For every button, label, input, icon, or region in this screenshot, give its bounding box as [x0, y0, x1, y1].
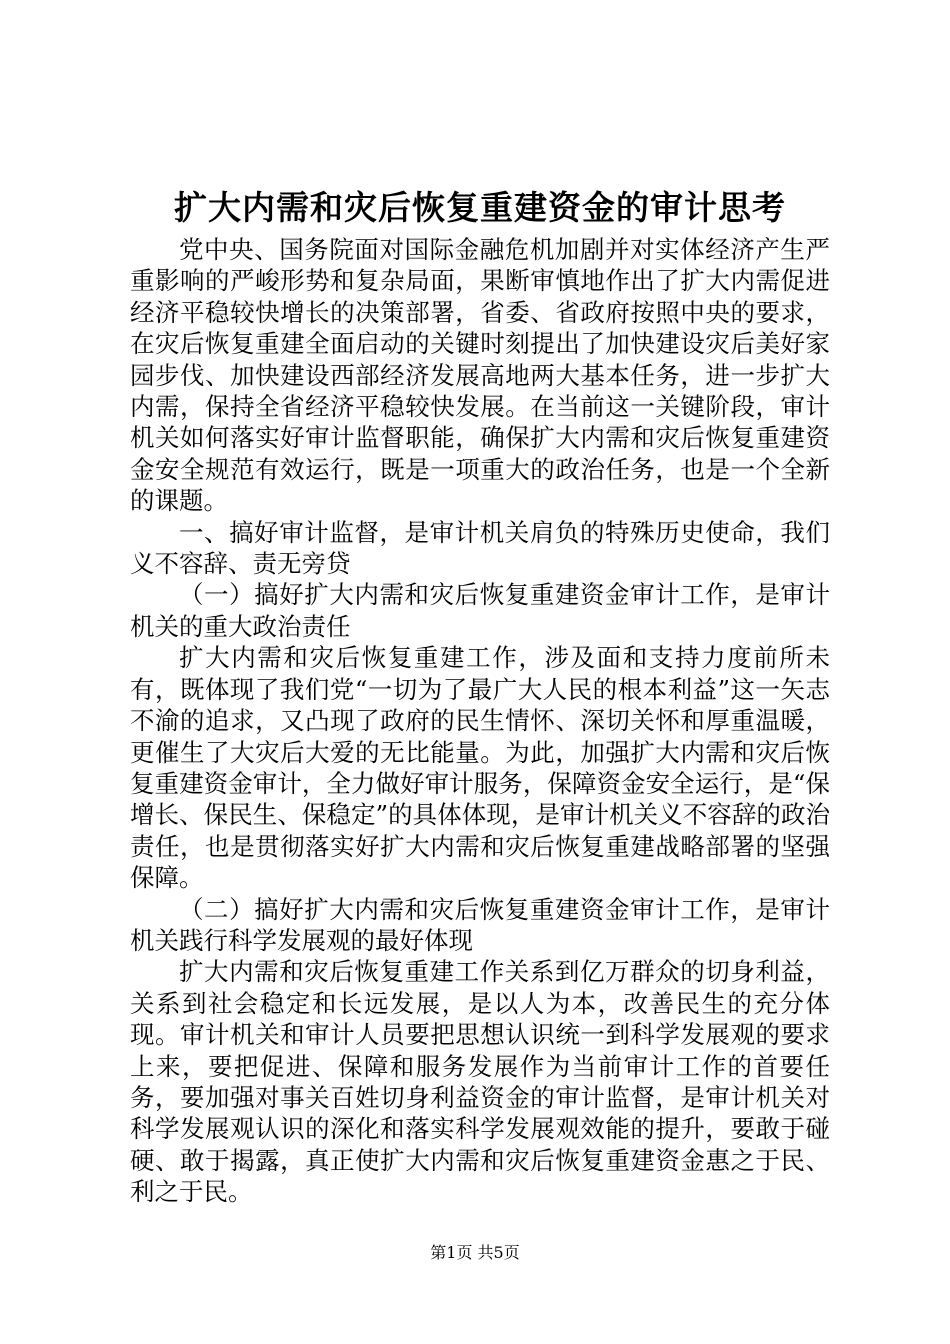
subsection-heading-1: （一）搞好扩大内需和灾后恢复重建资金审计工作，是审计机关的重大政治责任 [130, 580, 830, 641]
document-body [130, 234, 830, 1208]
paragraph-subsection-2: 扩大内需和灾后恢复重建工作关系到亿万群众的切身利益，关系到社会稳定和长远发展，是以人为本，改善民生的充分体现。审计机关和审计人员要把思想认识统一到科学发展观的要求上来，要把促进、保障和服务发展作为当前审计工作的首要任务，要加强对事关百姓切身利益资金的审计监督，是审计机关对科学发展观认识的深化和落实科学发展观效能的提升，要敢于碰硬、敢于揭露，真正使扩大内需和灾后恢复重建资金惠之于民、利之于民。 [130, 957, 830, 1207]
paragraph-subsection-1: 扩大内需和灾后恢复重建工作，涉及面和支持力度前所未有，既体现了我们党“一切为了最广大人民的根本利益”这一矢志不渝的追求，又凸现了政府的民生情怀、深切关怀和厚重温暖，更催生了大灾后大爱的无比能量。为此，加强扩大内需和灾后恢复重建资金审计，全力做好审计服务，保障资金安全运行，是“保增长、保民生、保稳定”的具体体现，是审计机关义不容辞的政治责任，也是贯彻落实好扩大内需和灾后恢复重建战略部署的坚强保障。 [130, 643, 830, 893]
paragraph-intro: 党中央、国务院面对国际金融危机加剧并对实体经济产生严重影响的严峻形势和复杂局面，果断审慎地作出了扩大内需促进经济平稳较快增长的决策部署，省委、省政府按照中央的要求，在灾后恢复重建全面启动的关键时刻提出了加快建设灾后美好家园步伐、加快建设西部经济发展高地两大基本任务，进一步扩大内需，保持全省经济平稳较快发展。在当前这一关键阶段，审计机关如何落实好审计监督职能，确保扩大内需和灾后恢复重建资金安全规范有效运行，既是一项重大的政治任务，也是一个全新的课题。 [130, 235, 830, 516]
subsection-heading-2: （二）搞好扩大内需和灾后恢复重建资金审计工作，是审计机关践行科学发展观的最好体现 [130, 894, 830, 955]
page-number-footer: 第1页 共5页 [430, 1243, 520, 1262]
document-title: 扩大内需和灾后恢复重建资金的审计思考 [174, 188, 786, 227]
section-heading-1: 一、搞好审计监督，是审计机关肩负的特殊历史使命，我们义不容辞、责无旁贷 [130, 517, 830, 579]
